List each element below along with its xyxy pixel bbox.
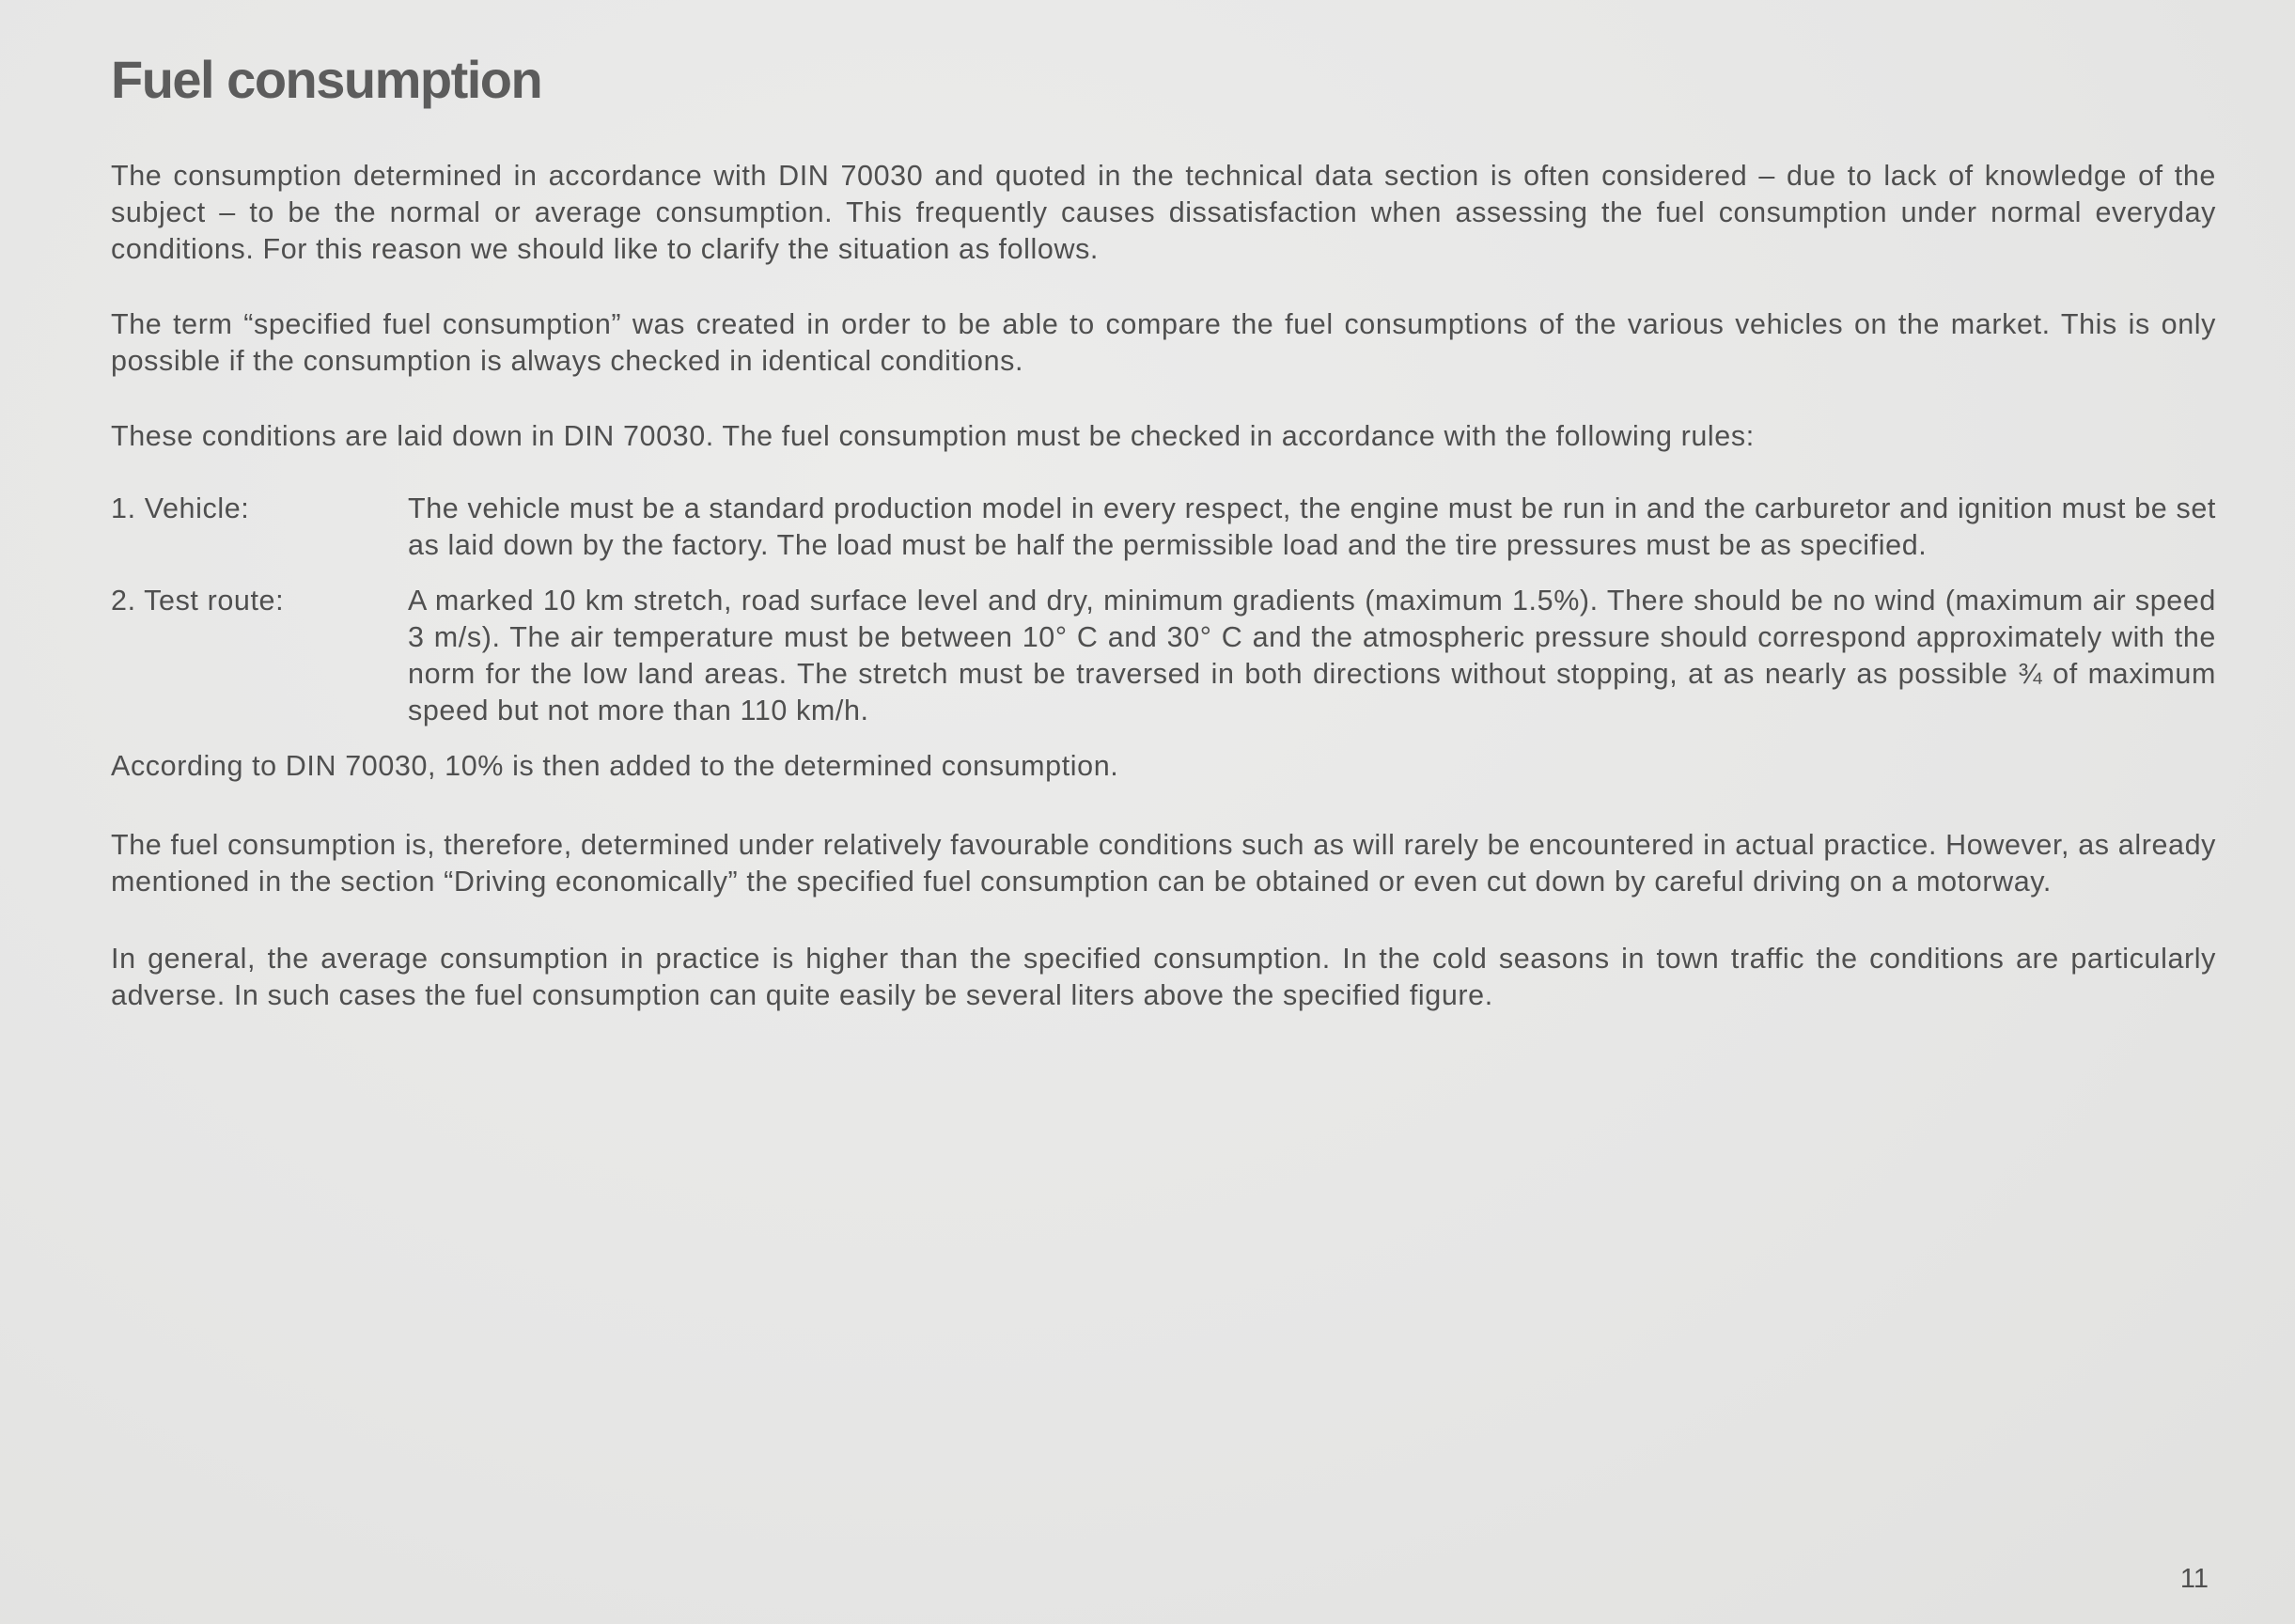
rule-item-vehicle [111,491,2216,564]
paragraph-intro: The consumption determined in accordance with DIN 70030 and quoted in the technical data section is often considered – due to lack of knowledge of the subject – to be the normal or average consumption. This frequently causes dissatisfaction when assessing the fuel consumption under normal everyday conditions. For this reason we should like to clarify the situation as follows. [111,160,2216,265]
paragraph-added: According to DIN 70030, 10% is then added to the determined consumption. [111,750,1119,782]
paragraph-specified-term: The term “specified fuel consumption” was created in order to be able to compare the fuel consumptions of the various vehicles on the market. This is only possible if the consumption is always checked in identical conditions. [111,308,2216,377]
paragraph-general: In general, the average consumption in practice is higher than the specified consumption. In the cold seasons in town traffic the conditions are particularly adverse. In such cases the fuel consumption can quite easily be several liters above the specified figure. [111,943,2216,1011]
rule-label: 2. Test route: [111,585,285,617]
paragraph-conditions: These conditions are laid down in DIN 70030. The fuel consumption must be checked in accordance with the following rules: [111,420,1755,452]
page-title: Fuel consumption [111,50,542,109]
document-body [111,158,2216,1014]
paragraph-favourable: The fuel consumption is, therefore, determined under relatively favourable conditions such as will rarely be encountered in actual practice. However, as already mentioned in the section “Driving economically” the specified fuel consumption can be obtained or even cut down by careful driving on a motorway. [111,829,2216,898]
page-number: 11 [2179,1564,2209,1594]
rule-item-test-route [111,583,2216,729]
rule-label: 1. Vehicle: [111,492,250,524]
rule-text: A marked 10 km stretch, road surface level and dry, minimum gradients (maximum 1.5%). There should be no wind (maximum air speed 3 m/s). The air temperature must be between 10° C and 30° C and the atmospheric pressure should correspond approximately with the norm for the low land areas. The stretch must be traversed in both directions without stopping, at as nearly as possible ¾ of maximum speed but not more than 110 km/h. [408,585,2216,726]
rule-text: The vehicle must be a standard production model in every respect, the engine must be run in and the carburetor and ignition must be set as laid down by the factory. The load must be half the permissible load and the tire pressures must be as specified. [408,492,2216,561]
